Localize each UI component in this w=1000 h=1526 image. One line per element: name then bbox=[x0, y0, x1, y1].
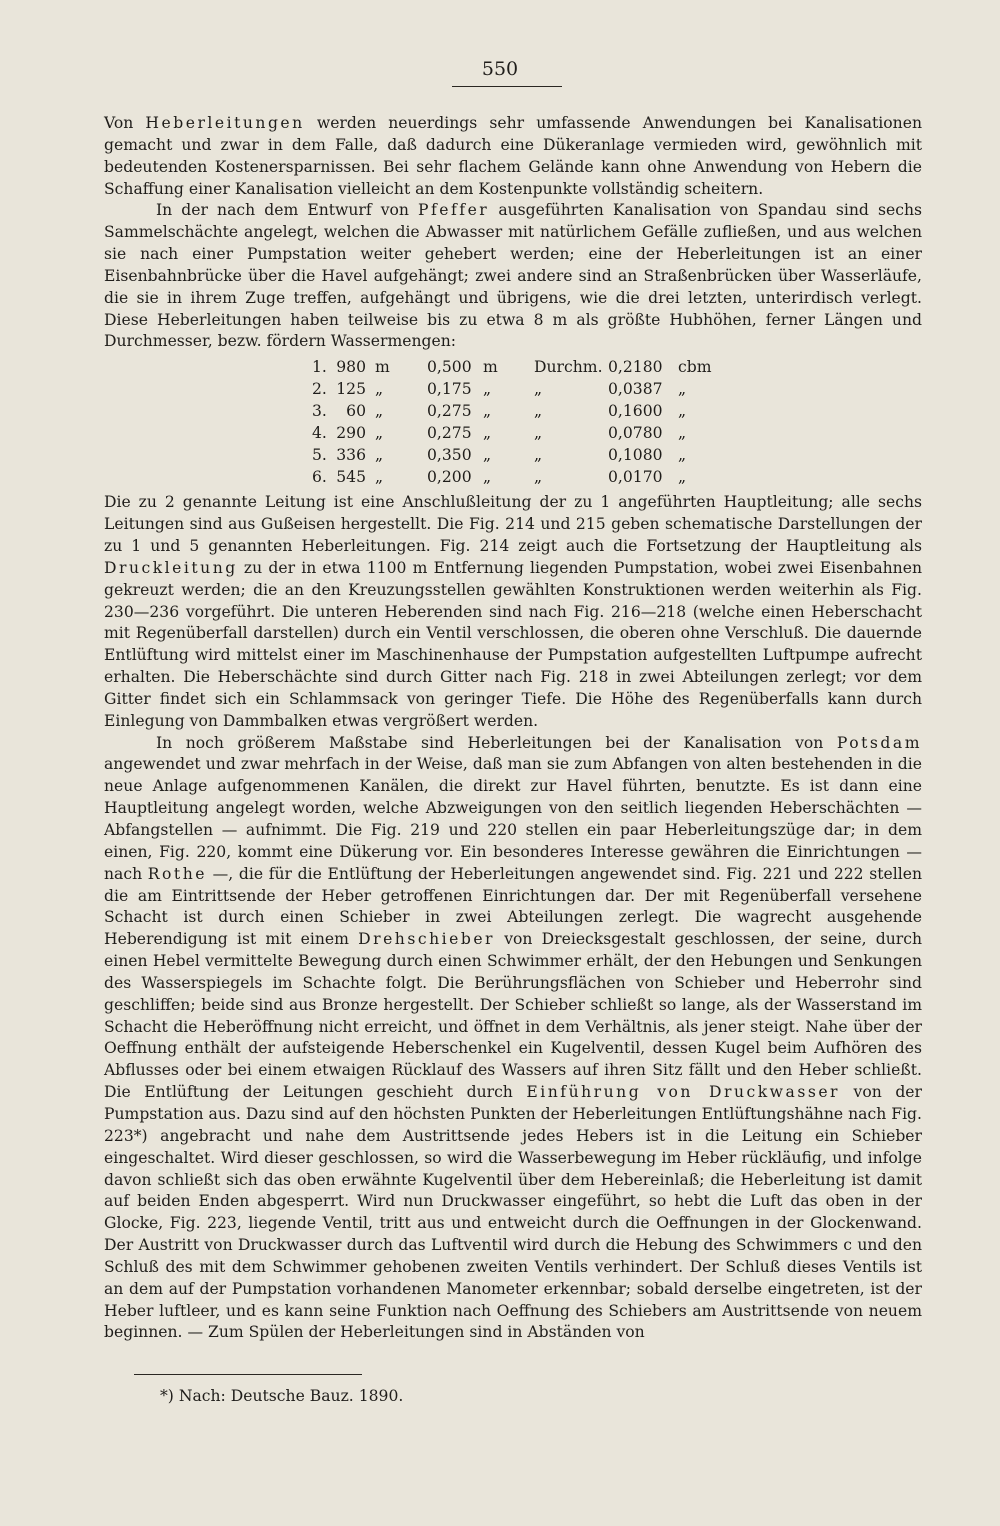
table-cell-u2: „ bbox=[483, 445, 492, 464]
paragraph-3 bbox=[104, 492, 922, 732]
table-row bbox=[104, 445, 922, 467]
table-cell-n: 6. bbox=[312, 467, 327, 486]
data-table bbox=[104, 357, 922, 488]
table-cell-q: 0,0780 bbox=[608, 423, 663, 442]
table-cell-u1: „ bbox=[375, 445, 384, 464]
text-run: Die zu 2 genannte Leitung ist eine Anschlußleitung der zu 1 angeführten Hauptleitung; alle sechs Leitungen sind aus Gußeisen hergestellt. Die Fig. 214 und 215 geben schematische Darstellungen der zu 1 und 5 genannten Heberleitungen. Fig. 214 zeigt auch die Fortsetzung der Hauptleitung als bbox=[104, 493, 922, 556]
text-run: von der Pumpstation aus. Dazu sind auf den höchsten Punkten der Heberleitungen Entlüftungshähne nach Fig. 223*) angebracht und nahe dem Austrittsende jedes Hebers ist in die Leitung ein Schieber eingeschaltet. Wird dieser geschlossen, so wird die Wasserbewegung im Heber rückläufig, und infolge davon schließt sich das oben erwähnte Kugelventil über dem Hebereinlaß; die Heberleitung ist damit auf beiden Enden abgesperrt. Wird nun Druckwasser eingeführt, so hebt die Luft das oben in der Glocke, Fig. 223, liegende Ventil, tritt aus und entweicht durch die Oeffnungen in der Glockenwand. Der Austritt von Druckwasser durch das Luftventil wird durch die Hebung des Schwimmers c und den Schluß des mit dem Schwimmer gehobenen zweiten Ventils verhindert. Der Schluß dieses Ventils ist an dem auf der Pumpstation vorhandenen Manometer erkennbar; sobald derselbe eingetreten, ist der Heber luftleer, und es kann seine Funktion nach Oeffnung des Schiebers am Austrittsende von neuem beginnen. — Zum Spülen der Heberleitungen sind in Abständen von bbox=[104, 1083, 922, 1342]
page-number-rule bbox=[452, 86, 562, 87]
spaced-term: Heberleitungen bbox=[145, 114, 305, 132]
table-cell-q: 0,2180 bbox=[608, 358, 663, 377]
paragraph-1 bbox=[104, 113, 922, 200]
text-run: werden neuerdings sehr umfassende Anwendungen bei Kanalisationen gemacht und zwar in dem Falle, daß dadurch eine Dükeranlage vermieden wird, gewöhnlich mit bedeutenden Kostenersparnissen. Bei sehr flachem Gelände kann ohne Anwendung von Hebern die Schaffung einer Kanalisation vielleicht an dem Kostenpunkte vollständig scheitern. bbox=[104, 114, 922, 198]
spaced-term: Pfeffer bbox=[418, 201, 490, 220]
table-cell-u1: „ bbox=[375, 401, 384, 420]
paragraph-4 bbox=[104, 733, 922, 1345]
table-cell-dia: 0,275 bbox=[427, 423, 472, 442]
spaced-term: Potsdam bbox=[836, 733, 922, 752]
table-cell-u3: „ bbox=[534, 380, 543, 399]
spaced-term: Einführung von Druckwasser bbox=[526, 1083, 841, 1102]
table-cell-q: 0,0170 bbox=[608, 467, 663, 486]
text-run: zu der in etwa 1100 m Entfernung liegenden Pumpstation, wobei zwei Eisenbahnen gekreuzt werden; die an den Kreuzungsstellen gewählten Konstruktionen werden weiterhin als Fig. 230—236 vorgeführt. Die unteren Heberenden sind nach Fig. 216—218 (welche einen Heberschacht mit Regenüberfall darstellen) durch ein Ventil verschlossen, die oberen ohne Verschluß. Die dauernde Entlüftung wird mittelst einer im Maschinenhause der Pumpstation aufgestellten Luftpumpe aufrecht erhalten. Die Heberschächte sind durch Gitter nach Fig. 218 in zwei Abteilungen zerlegt; vor dem Gitter findet sich ein Schlammsack von geringer Tiefe. Die Höhe des Regenüberfalls kann durch Einlegung von Dammbalken etwas vergrößert werden. bbox=[104, 558, 922, 730]
table-cell-n: 5. bbox=[312, 445, 327, 464]
table-row bbox=[104, 401, 922, 423]
table-cell-u3: „ bbox=[534, 423, 543, 442]
spaced-term: Drehschieber bbox=[358, 930, 496, 949]
table-cell-len: 545 bbox=[336, 467, 366, 486]
table-cell-u1: „ bbox=[375, 423, 384, 442]
text-run: von Dreiecksgestalt geschlossen, der seine, durch einen Hebel vermittelte Bewegung durch einen Schwimmer erhält, der den Hebungen und Senkungen des Wasserspiegels im Schachte folgt. Die Berührungsflächen von Schieber und Heberrohr sind geschliffen; beide sind aus Bronze hergestellt. Der Schieber schließt so lange, als der Wasserstand im Schacht die Heberöffnung nicht erreicht, und öffnet in dem Verhältnis, als jener steigt. Nahe über der Oeffnung enthält der aufsteigende Heberschenkel ein Kugelventil, dessen Kugel beim Aufhören des Abflusses oder bei einem etwaigen Rücklauf des Wassers auf ihren Sitz fällt und den Heber schließt. Die Entlüftung der Leitungen geschieht durch bbox=[104, 930, 922, 1102]
table-cell-n: 1. bbox=[312, 358, 327, 377]
table-cell-u2: „ bbox=[483, 467, 492, 486]
table-cell-u4: „ bbox=[678, 467, 687, 486]
table-cell-u2: „ bbox=[483, 423, 492, 442]
main-text bbox=[104, 113, 922, 1344]
table-cell-n: 3. bbox=[312, 401, 327, 420]
spaced-term: Druckleitung bbox=[104, 558, 238, 577]
spaced-term: Rothe bbox=[147, 864, 207, 883]
table-cell-len: 125 bbox=[336, 380, 366, 399]
table-cell-dia: 0,200 bbox=[427, 467, 472, 486]
table-cell-u4: „ bbox=[678, 380, 687, 399]
table-cell-u2: „ bbox=[483, 401, 492, 420]
table-row bbox=[104, 357, 922, 379]
table-cell-u4: cbm bbox=[678, 358, 712, 377]
table-cell-n: 4. bbox=[312, 423, 327, 442]
table-cell-u4: „ bbox=[678, 401, 687, 420]
table-cell-u3: „ bbox=[534, 401, 543, 420]
table-cell-dia: 0,500 bbox=[427, 358, 472, 377]
table-cell-q: 0,1080 bbox=[608, 445, 663, 464]
table-cell-n: 2. bbox=[312, 380, 327, 399]
table-cell-u4: „ bbox=[678, 423, 687, 442]
table-cell-u2: m bbox=[483, 358, 498, 377]
table-cell-len: 980 bbox=[336, 358, 366, 377]
footnote-rule bbox=[134, 1374, 362, 1375]
text-run: In der nach dem Entwurf von bbox=[156, 201, 419, 220]
table-row bbox=[104, 467, 922, 489]
text-run: ausgeführten Kanalisation von Spandau sind sechs Sammelschächte angelegt, welchen die Abwasser mit natürlichem Gefälle zufließen, und aus welchen sie nach einer Pumpstation weiter gehebert werden; eine der Heberleitungen ist an einer Eisenbahnbrücke über die Havel aufgehängt; zwei andere sind an Straßenbrücken über Wasserläufe, die sie in ihrem Zuge treffen, aufgehängt und übrigens, wie die drei letzten, unterirdisch verlegt. Diese Heberleitungen haben teilweise bis zu etwa 8 m als größte Hubhöhen, ferner Längen und Durchmesser, bezw. fördern Wassermengen: bbox=[104, 201, 922, 351]
table-cell-u3: „ bbox=[534, 467, 543, 486]
text-run: angewendet und zwar mehrfach in der Weise, daß man sie zum Abfangen von alten bestehenden in die neue Anlage aufgenommenen Kanälen, die direkt zur Havel führten, benutzte. Es ist dann eine Hauptleitung angelegt worden, welche Abzweigungen von den seitlich liegenden Heberschächten — Abfangstellen — aufnimmt. Die Fig. 219 und 220 stellen ein paar Heberleitungszüge dar; in dem einen, Fig. 220, kommt eine Dükerung vor. Ein besonderes Interesse gewähren die Einrichtungen — nach bbox=[104, 755, 922, 883]
table-row bbox=[104, 423, 922, 445]
table-cell-u1: „ bbox=[375, 380, 384, 399]
table-cell-q: 0,1600 bbox=[608, 401, 663, 420]
page-number: 550 bbox=[481, 58, 519, 80]
table-cell-dia: 0,175 bbox=[427, 380, 472, 399]
table-cell-dia: 0,275 bbox=[427, 401, 472, 420]
table-cell-len: 336 bbox=[336, 445, 366, 464]
paragraph-2 bbox=[104, 200, 922, 353]
table-row bbox=[104, 379, 922, 401]
table-cell-dia: 0,350 bbox=[427, 445, 472, 464]
text-run: In noch größerem Maßstabe sind Heberleitungen bei der Kanalisation von bbox=[156, 733, 837, 752]
footnote: *) Nach: Deutsche Bauz. 1890. bbox=[160, 1387, 404, 1405]
table-cell-len: 290 bbox=[336, 423, 366, 442]
table-cell-u4: „ bbox=[678, 445, 687, 464]
table-cell-u1: „ bbox=[375, 467, 384, 486]
text-run: —, die für die Entlüftung der Heberleitungen angewendet sind. Fig. 221 und 222 stellen die am Eintrittsende der Heber getroffenen Einrichtungen dar. Der mit Regenüberfall versehene Schacht ist durch einen Schieber in zwei Abteilungen zerlegt. Die wagrecht ausgehende Heberendigung ist mit einem bbox=[104, 864, 923, 949]
table-cell-u3: Durchm. bbox=[534, 358, 603, 377]
table-cell-u3: „ bbox=[534, 445, 543, 464]
text-run: Von bbox=[104, 114, 146, 132]
table-cell-u1: m bbox=[375, 358, 390, 377]
table-cell-u2: „ bbox=[483, 380, 492, 399]
table-cell-len: 60 bbox=[346, 401, 366, 420]
table-cell-q: 0,0387 bbox=[608, 380, 663, 399]
